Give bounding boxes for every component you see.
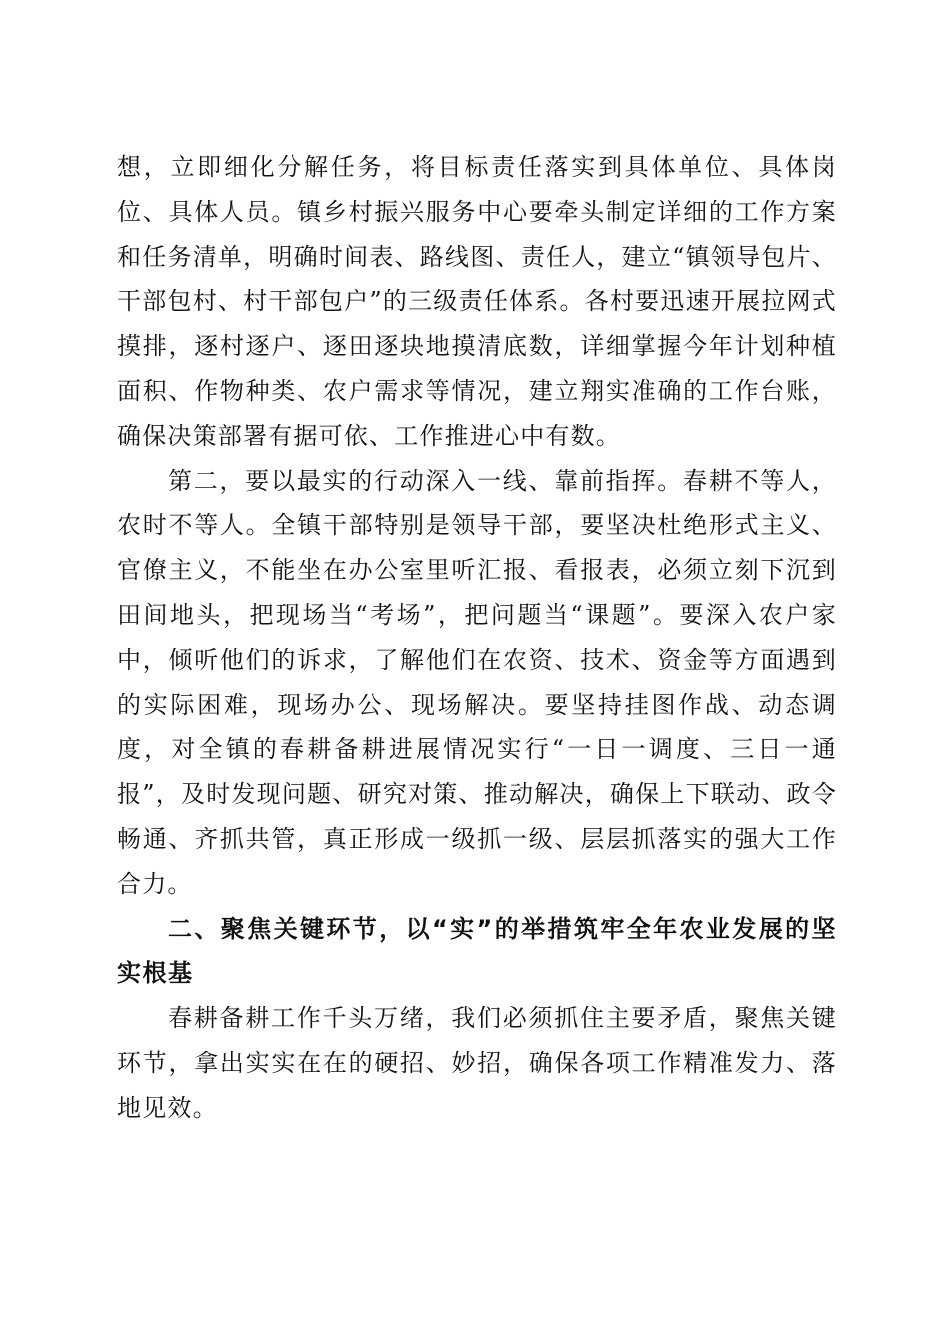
section-heading: 二、聚焦关键环节，以“实”的举措筑牢全年农业发展的坚实根基	[117, 914, 837, 988]
paragraph-continued: 想，立即细化分解任务，将目标责任落实到具体单位、具体岗位、具体人员。镇乡村振兴服务中心要牵头制定详细的工作方案和任务清单，明确时间表、路线图、责任人，建立“镇领导包片、干部包村、村干部包户”的三级责任体系。各村要迅速开展拉网式摸排，逐村逐户、逐田逐块地摸清底数，详细掌握今年计划种植面积、作物种类、农户需求等情况，建立翔实准确的工作台账，确保决策部署有据可依、工作推进心中有数。	[117, 153, 837, 450]
document-body	[117, 145, 837, 1131]
paragraph-second-point: 第二，要以最实的行动深入一线、靠前指挥。春耕不等人，农时不等人。全镇干部特别是领导干部，要坚决杜绝形式主义、官僚主义，不能坐在办公室里听汇报、看报表，必须立刻下沉到田间地头，把现场当“考场”，把问题当“课题”。要深入农户家中，倾听他们的诉求，了解他们在农资、技术、资金等方面遇到的实际困难，现场办公、现场解决。要坚持挂图作战、动态调度，对全镇的春耕备耕进展情况实行“一日一调度、三日一通报”，及时发现问题、研究对策、推动解决，确保上下联动、政令畅通、齐抓共管，真正形成一级抓一级、层层抓落实的强大工作合力。	[117, 466, 837, 898]
paragraph-section-intro: 春耕备耕工作千头万绪，我们必须抓住主要矛盾，聚焦关键环节，拿出实实在在的硬招、妙招，确保各项工作精准发力、落地见效。	[117, 1004, 837, 1122]
